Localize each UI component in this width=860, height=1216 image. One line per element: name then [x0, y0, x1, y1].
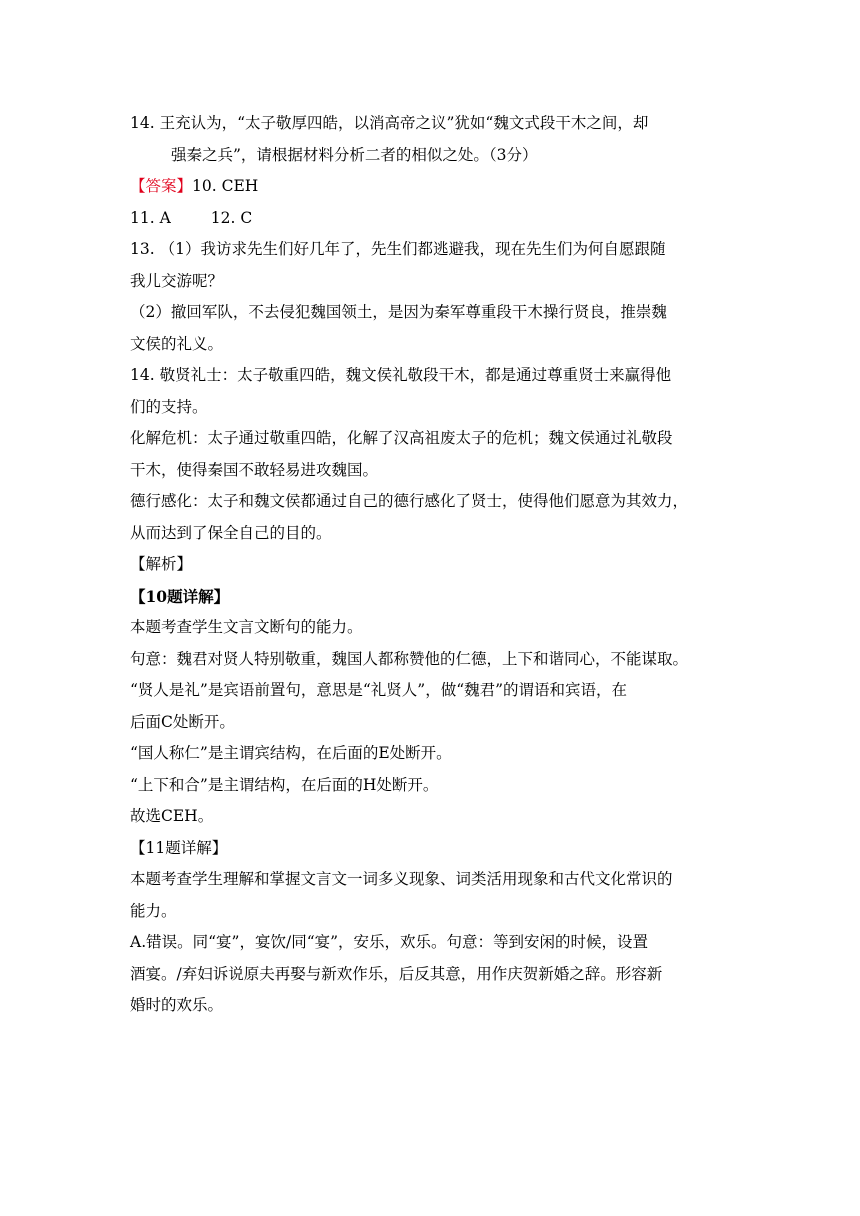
answer-11-12-line — [130, 203, 730, 235]
analysis-10-line-7: 故选CEH。 — [130, 807, 214, 825]
answer-13-1-line-2: 我儿交游呢？ — [130, 271, 224, 290]
analysis-10-line-5: “国人称仁”是主谓宾结构，在后面的E处断开。 — [130, 744, 452, 762]
answer-14-line-4: 干木，使得秦国不敢轻易进攻魏国。 — [130, 460, 379, 479]
analysis-10-line-6: “上下和合”是主谓结构，在后面的H处断开。 — [130, 775, 439, 794]
analysis-10-line-4: 后面C处断开。 — [130, 712, 235, 731]
question-14-line-1: 14. 王充认为，“太子敬厚四皓，以消高帝之议”犹如“魏文式段干木之间，却 — [130, 114, 649, 132]
answer-13-2-line-2: 文侯的礼义。 — [130, 334, 224, 353]
analysis-11-line-3: A.错误。同“宴”，宴饮/同“宴”，安乐，欢乐。句意：等到安闲的时候，设置 — [130, 933, 649, 951]
analysis-11-line-4: 酒宴。/弃妇诉说原夫再娶与新欢作乐，后反其意，用作庆贺新婚之辞。形容新 — [130, 964, 663, 983]
answer-14-line-5: 德行感化：太子和魏文侯都通过自己的德行感化了贤士，使得他们愿意为其效力， — [130, 492, 689, 510]
analysis-11-line-2: 能力。 — [130, 901, 177, 920]
answer-label: 【答案】 — [130, 177, 193, 195]
analysis-10-line-3: “贤人是礼”是宾语前置句，意思是“礼贤人”，做“魏君”的谓语和宾语，在 — [130, 681, 628, 699]
answer-14-line-1: 14. 敬贤礼士：太子敬重四皓，魏文侯礼敬段干木，都是通过尊重贤士来赢得他 — [130, 366, 672, 384]
analysis-11-line-1: 本题考查学生理解和掌握文言文一词多义现象、词类活用现象和古代文化常识的 — [130, 870, 673, 888]
answer-14-line-2: 们的支持。 — [130, 397, 208, 416]
answer-11: 11. A — [130, 208, 171, 227]
answer-13-1-line-1: 13. （1）我访求先生们好几年了，先生们都逃避我，现在先生们为何自愿跟随 — [130, 240, 666, 258]
analysis-10-line-1: 本题考查学生文言文断句的能力。 — [130, 618, 363, 636]
analysis-label: 【解析】 — [130, 555, 193, 573]
document-body — [130, 108, 730, 1022]
analysis-11-line-5: 婚时的欢乐。 — [130, 996, 224, 1014]
analysis-10-line-2: 句意：魏君对贤人特别敬重，魏国人都称赞他的仁德，上下和谐同心，不能谋取。 — [130, 649, 689, 668]
question-10-detail-heading: 【10题详解】 — [130, 586, 230, 606]
answer-10: 10. CEH — [192, 177, 259, 195]
answer-14-line-6: 从而达到了保全自己的目的。 — [130, 523, 332, 542]
answer-13-2-line-1: （2）撤回军队，不去侵犯魏国领土，是因为秦军尊重段干木操行贤良，推崇魏 — [130, 303, 667, 321]
answer-10-line — [130, 171, 730, 203]
question-14-line-2: 强秦之兵”，请根据材料分析二者的相似之处。（3分） — [171, 145, 538, 164]
answer-14-line-3: 化解危机：太子通过敬重四皓，化解了汉高祖废太子的危机；魏文侯通过礼敬段 — [130, 429, 673, 447]
answer-12: 12. C — [210, 208, 253, 227]
question-11-detail-heading: 【11题详解】 — [130, 838, 228, 857]
